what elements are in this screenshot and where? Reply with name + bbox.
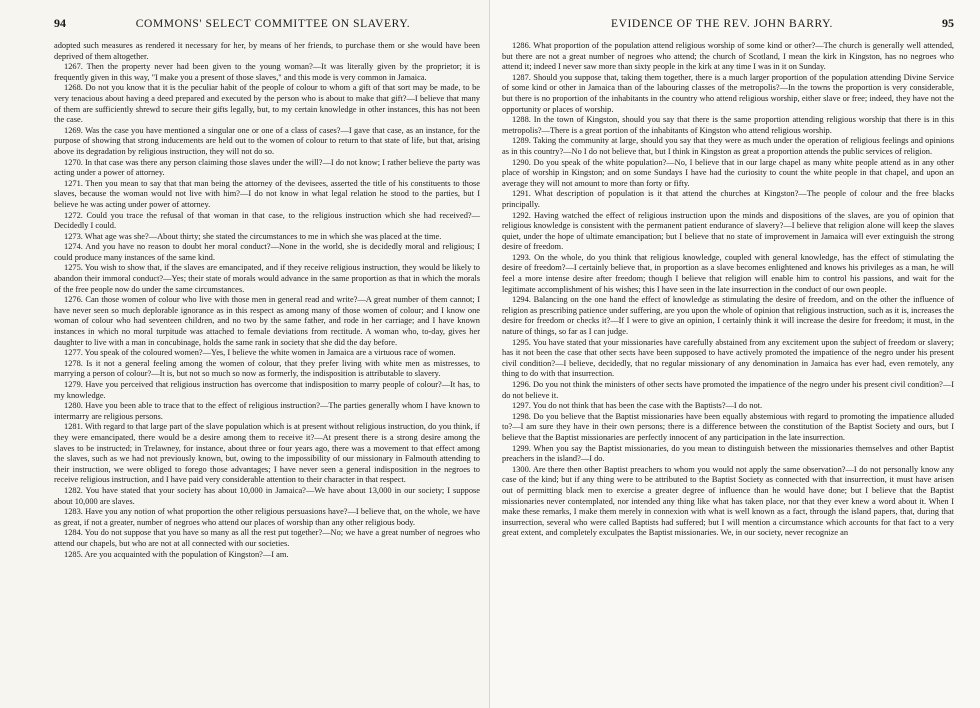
paragraph: 1300. Are there then other Baptist preachers to whom you would not apply the same observation?—I do not personally know any case of the kind; but if any thing were to be attributed to the Baptist Society as connected with that insurrection, it must have arisen out of permitting black men to exercise a greater degree of influence than he would have done; but I believe that the Baptist missionaries never contemplated, nor intended any thing like what has taken place, nor that they ever knew a word about it. When I make these remarks, I make them merely in connexion with what is well known as a fact, through the island papers, that, during that insurrection, several who were called Baptists had suffered; but I will mention a circumstance which accounts for that fact to a very great extent, and completely exculpates the Baptist missionaries. We, in our society, never recognize an bbox=[502, 464, 954, 538]
paragraph: 1267. Then the property never had been given to the young woman?—It was literally given by the proprietor; it is frequently given in this way, "I make you a present of those slaves," and this mode is very common in Jamaica. bbox=[54, 62, 480, 82]
paragraph: 1276. Can those women of colour who live with those men in general read and write?—A great number of them cannot; I have never seen so much deplorable ignorance as in this respect as among many of those women of colour; and I know one woman of colour who had seventeen children, and no two by the same father, and rode in her carriage; and I have known instances in which no moral turpitude was attached to female deviations from rectitude. A woman who, to-day, gives her daughter to live with a man in concubinage, holds the same rank in society that she did the day before. bbox=[54, 295, 480, 347]
paragraph: 1291. What description of population is it that attend the churches at Kingston?—The people of colour and the free blacks principally. bbox=[502, 189, 954, 209]
paragraph: 1280. Have you been able to trace that to the effect of religious instruction?—The parties generally whom I have known to intermarry are religious persons. bbox=[54, 401, 480, 421]
paragraph: 1294. Balancing on the one hand the effect of knowledge as stimulating the desire of freedom, and on the other the influence of religion as prescribing patience under suffering, are you upon the whole of opinion that religious instruction, such as it is, increases the desire for freedom or checks it?—If I were to give an opinion, I certainly think it will increase the desire for freedom; it must, in the nature of things, so far as I can judge. bbox=[502, 295, 954, 337]
paragraph: 1289. Taking the community at large, should you say that they were as much under the operation of religious feelings and opinions as in this country?—No I do not believe that, but I think in Kingston as great a proportion attends the public services of religion. bbox=[502, 136, 954, 156]
running-head: COMMONS' SELECT COMMITTEE ON SLAVERY. bbox=[135, 18, 411, 30]
paragraph: 1269. Was the case you have mentioned a singular one or one of a class of cases?—I gave that case, as an instance, for the purpose of showing that strong inducements are held out to the women of colour to return to that state of life, but that, arising above its degradation by religious instruction, they will not do so. bbox=[54, 125, 480, 156]
running-head: EVIDENCE OF THE REV. JOHN BARRY. bbox=[610, 18, 834, 30]
paragraph: 1279. Have you perceived that religious instruction has overcome that indisposition to marry people of colour?—It has, to my knowledge. bbox=[54, 380, 480, 400]
paragraph: 1299. When you say the Baptist missionaries, do you mean to distinguish between the missionaries themselves and other Baptist preachers in the island?—I do. bbox=[502, 443, 954, 464]
paragraph: 1285. Are you acquainted with the population of Kingston?—I am. bbox=[64, 549, 289, 559]
paragraph: 1271. Then you mean to say that that man being the attorney of the devisees, asserted the title of his constituents to those slaves, because the woman would not live with him?—I do not know in what legal relation he stood to the parties, but I believe he was acting under power of attorney. bbox=[54, 178, 480, 209]
paragraph: 1270. In that case was there any person claiming those slaves under the will?—I do not know; I rather believe the party was acting under a power of attorney. bbox=[54, 157, 480, 178]
paragraph: 1296. Do you not think the ministers of other sects have promoted the impatience of the negro under his present civil condition?—I do not believe it. bbox=[502, 380, 954, 400]
page-number: 94 bbox=[54, 16, 66, 30]
left-page-header bbox=[54, 16, 480, 31]
paragraph: 1297. You do not think that has been the case with the Baptists?—I do not. bbox=[512, 401, 763, 411]
paragraph: 1298. Do you believe that the Baptist missionaries have been equally abstemious with regard to promoting the impatience alluded to?—I am sure they have in their own persons; there is a difference between the constitution of the Baptist Society and ours, but I believe that the Baptist missionaries are perfectly innocent of any participation in the late insurrection. bbox=[502, 411, 954, 442]
page-number: 95 bbox=[942, 16, 954, 30]
paragraph: 1290. Do you speak of the white population?—No, I believe that in our large chapel as many white people attend as in any other place of worship in Kingston; and on some Sundays I have had the curiosity to count the white people in that chapel, and upon an average they will not amount to more than forty or fifty. bbox=[502, 157, 954, 188]
paragraph: 1274. And you have no reason to doubt her moral conduct?—None in the world, she is decidedly moral and religious; I could produce many instances of the same kind. bbox=[54, 242, 480, 262]
paragraph: 1288. In the town of Kingston, should you say that there is the same proportion attending religious worship that there is in this metropolis?—There is a great portion of the inhabitants of Kingston who attend religious worship. bbox=[502, 115, 954, 135]
paragraph: 1281. With regard to that large part of the slave population which is at present without religious instruction, do you think, if they were emancipated, there would be a desire among them to receive it?—At present there is a strong desire among the slaves to be instructed; in Trelawney, for instance, about three or four years ago, there was a movement to that effect among the slaves, such as we had not previously known, but, owing to the impossibility of our missionary in Falmouth attending to their instruction, we were obliged to forego those advantages; I have never seen a general indisposition in the negroes to receive religious instruction, and I have paid very considerable attention to their character in that respect. bbox=[54, 422, 480, 485]
right-page-header bbox=[502, 16, 954, 31]
paragraph: adopted such measures as rendered it necessary for her, by means of her friends, to purchase them or she would have been deprived of them altogether. bbox=[54, 41, 480, 61]
paragraph: 1293. On the whole, do you think that religious knowledge, coupled with general knowledge, has the effect of stimulating the desire of freedom?—I certainly believe that, in proportion as a slave becomes enlightened and knows his privileges as a man, he will feel a more intense desire after freedom; though I believe that religion will enable him to control his passions, and wait for the legitimate accomplishment of his wishes; this I have seen in the late insurrection in the conduct of our own people. bbox=[502, 252, 954, 294]
paragraph: 1286. What proportion of the population attend religious worship of some kind or other?—The church is generally well attended, but there are not a great number of negroes who attend; the church of Scotland, I mean the kirk in Kingston, has no negroes who attend it; indeed I never saw more than sixty people in the kirk at any time I was in it on Sunday. bbox=[502, 41, 954, 72]
paragraph: 1284. You do not suppose that you have so many as all the rest put together?—No; we have a great number of negroes who attend our chapels, but who are not at all connected with our societies. bbox=[54, 528, 480, 548]
right-page-text bbox=[502, 41, 954, 539]
paragraph: 1273. What age was she?—About thirty; she stated the circumstances to me in which she was placed at the time. bbox=[64, 231, 442, 241]
left-page-text bbox=[54, 41, 480, 560]
paragraph: 1287. Should you suppose that, taking them together, there is a much larger proportion of the population attending Divine Service of some kind or other in Jamaica than of the labouring classes of the metropolis?—In the towns the proportion is very considerable, but there is no proportion of the inhabitants in the country who attend religious worship, either slave or free; indeed, they have not the opportunity or places of worship. bbox=[502, 72, 954, 114]
paragraph: 1295. You have stated that your missionaries have carefully abstained from any excitement upon the subject of freedom or slavery; has it not been the case that other sects have been supposed to have actively promoted the impatience of the negro under his present civil condition?—I believe, decidedly, that no regular missionary of any denomination in Jamaica has ever had, even remotely, any thing to do with that insurrection. bbox=[502, 337, 954, 379]
paragraph: 1283. Have you any notion of what proportion the other religious persuasions have?—I believe that, on the whole, we have as great, if not a greater, number of negroes who attend our places of worship than any other religious body. bbox=[54, 507, 480, 527]
paragraph: 1268. Do not you know that it is the peculiar habit of the people of colour to whom a gift of that sort may be made, to be very tenacious about having a deed prepared and executed by the person who is about to make that gift?—I believe that many of them are sufficiently shrewd to secure their gifts legally, but, to my certain knowledge in other instances, this has not been the case. bbox=[54, 83, 480, 125]
paragraph: 1275. You wish to show that, if the slaves are emancipated, and if they receive religious instruction, they would be likely to abandon their immoral conduct?—Yes; their state of morals would advance in the same proportion as that in which the morals of the free people now do under the same circumstances. bbox=[54, 263, 480, 294]
paragraph: 1272. Could you trace the refusal of that woman in that case, to the religious instruction which she had received?—Decidedly I could. bbox=[54, 210, 480, 231]
paragraph: 1278. Is it not a general feeling among the women of colour, that they prefer living with white men as mistresses, to marrying a person of colour?—It is, but not so much so now as formerly, the indisposition is attributable to slavery. bbox=[54, 358, 480, 379]
paragraph: 1277. You speak of the coloured women?—Yes, I believe the white women in Jamaica are a virtuous race of women. bbox=[64, 348, 456, 358]
right-page bbox=[490, 0, 980, 708]
paragraph: 1292. Having watched the effect of religious instruction upon the minds and dispositions of the slaves, are you of opinion that religious knowledge is consistent with the permanent patient endurance of slavery?—I believe that religion alone will keep the slaves quiet, under the hope of ultimate emancipation; but I believe that no state of improvement in Jamaica will ever extinguish the strong desire of freedom. bbox=[502, 210, 954, 252]
paragraph: 1282. You have stated that your society has about 10,000 in Jamaica?—We have about 13,000 in our society; I suppose about 10,000 are slaves. bbox=[54, 485, 480, 506]
